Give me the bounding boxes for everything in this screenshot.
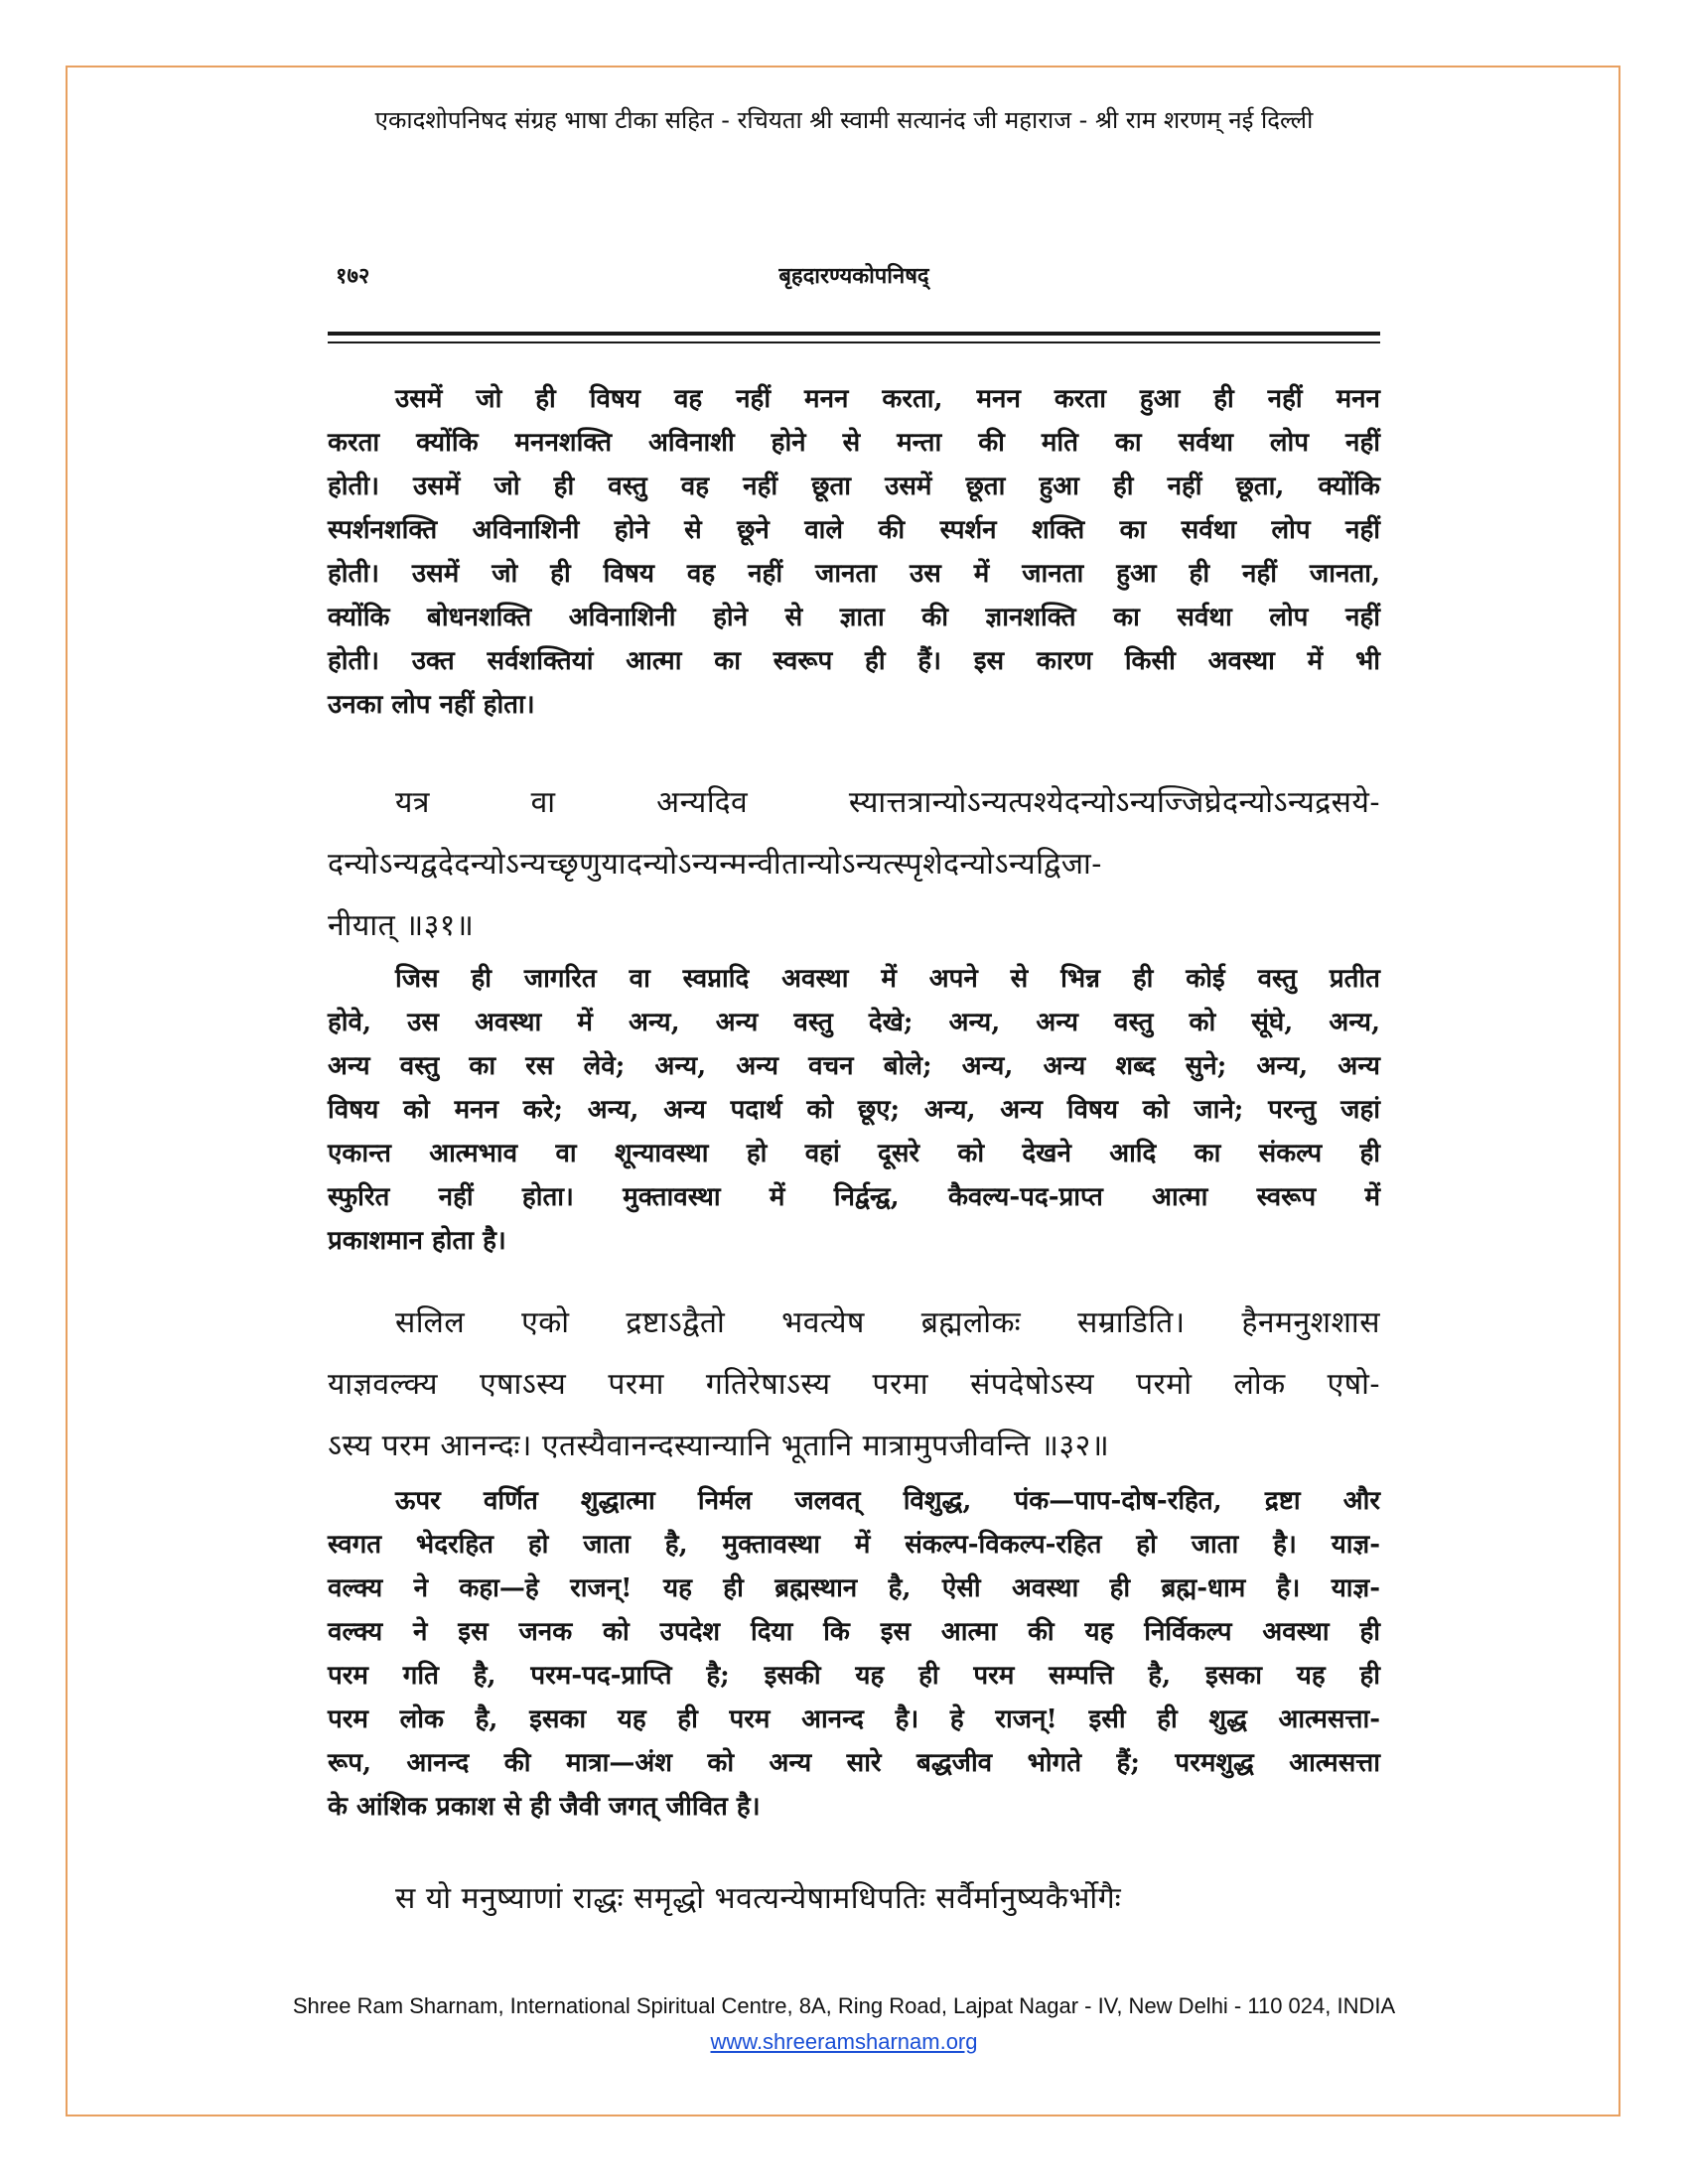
text-line: वल्क्य ने कहा—हे राजन्! यह ही ब्रह्मस्थान है, ऐसी अवस्था ही ब्रह्म-धाम है। याज्ञ- [328, 1573, 1380, 1603]
header-rule-thin [328, 341, 1380, 343]
running-head [328, 260, 1380, 300]
footer-website [0, 2029, 1688, 2055]
text-line: वल्क्य ने इस जनक को उपदेश दिया कि इस आत्मा की यह निर्विकल्प अवस्था ही [328, 1617, 1380, 1647]
text-line: रूप, आनन्द की मात्रा—अंश को अन्य सारे बद्धजीव भोगते हैं; परमशुद्ध आत्मसत्ता [328, 1748, 1380, 1778]
text-line: स यो मनुष्याणां राद्धः समृद्धो भवत्यन्येषामधिपतिः सर्वैर्मानुष्यकैर्भोगैः [395, 1881, 1122, 1916]
text-line: होती। उक्त सर्वशक्तियां आत्मा का स्वरूप ही हैं। इस कारण किसी अवस्था में भी [328, 646, 1380, 676]
text-line: उनका लोप नहीं होता। [328, 690, 535, 720]
text-line: यत्र वा अन्यदिव स्यात्तत्रान्योऽन्यत्पश्येदन्योऽन्यज्जिघ्रेदन्योऽन्यद्रसये- [395, 785, 1380, 820]
text-line: याज्ञवल्क्य एषाऽस्य परमा गतिरेषाऽस्य परमा संपदेषोऽस्य परमो लोक एषो- [328, 1367, 1380, 1402]
text-line: प्रकाशमान होता है। [328, 1226, 506, 1256]
text-line: नीयात् ॥३१॥ [328, 908, 475, 943]
verse-33 [328, 1868, 1380, 1930]
website-link[interactable]: www.shreeramsharnam.org [710, 2029, 978, 2054]
verse-31 [328, 772, 1380, 957]
text-line: विषय को मनन करे; अन्य, अन्य पदार्थ को छूए; अन्य, अन्य विषय को जाने; परन्तु जहां [328, 1095, 1380, 1125]
verse-32 [328, 1293, 1380, 1477]
text-line: एकान्त आत्मभाव वा शून्यावस्था हो वहां दूसरे को देखने आदि का संकल्प ही [328, 1139, 1380, 1168]
text-line: अन्य वस्तु का रस लेवे; अन्य, अन्य वचन बोले; अन्य, अन्य शब्द सुने; अन्य, अन्य [328, 1051, 1380, 1081]
text-line: स्फुरित नहीं होता। मुक्तावस्था में निर्द्वन्द्व, कैवल्य-पद-प्राप्त आत्मा स्वरूप में [328, 1182, 1380, 1212]
footer-address: Shree Ram Sharnam, International Spiritual Centre, 8A, Ring Road, Lajpat Nagar - IV, New Delhi - 110 024, INDIA [292, 1993, 1396, 2018]
page-number: १७२ [336, 263, 370, 289]
text-line: दन्योऽन्यद्वदेदन्योऽन्यच्छृणुयादन्योऽन्यन्मन्वीतान्योऽन्यत्स्पृशेदन्योऽन्यद्विजा- [328, 847, 1102, 882]
text-line: क्योंकि बोधनशक्ति अविनाशिनी होने से ज्ञाता की ज्ञानशक्ति का सर्वथा लोप नहीं [328, 603, 1380, 632]
text-line: सलिल एको द्रष्टाऽद्वैतो भवत्येष ब्रह्मलोकः सम्राडिति। हैनमनुशशास [395, 1305, 1380, 1340]
text-line: के आंशिक प्रकाश से ही जैवी जगत् जीवित है। [328, 1792, 761, 1822]
commentary-paragraph-1 [328, 377, 1380, 727]
text-line: होती। उसमें जो ही विषय वह नहीं जानता उस में जानता हुआ ही नहीं जानता, [328, 559, 1380, 589]
text-line: स्पर्शनशक्ति अविनाशिनी होने से छूने वाले की स्पर्शन शक्ति का सर्वथा लोप नहीं [328, 515, 1380, 545]
text-line: परम लोक है, इसका यह ही परम आनन्द है। हे राजन्! इसी ही शुद्ध आत्मसत्ता- [328, 1705, 1380, 1734]
text-line: उसमें जो ही विषय वह नहीं मनन करता, मनन करता हुआ ही नहीं मनन [395, 384, 1380, 414]
header-rule-thick [328, 332, 1380, 336]
page-title: बृहदारण्यकोपनिषद् [778, 263, 929, 289]
text-line: परम गति है, परम-पद-प्राप्ति है; इसकी यह ही परम सम्पत्ति है, इसका यह ही [328, 1661, 1380, 1691]
text-line: जिस ही जागरित वा स्वप्नादि अवस्था में अपने से भिन्न ही कोई वस्तु प्रतीत [395, 964, 1380, 994]
text-line: करता क्योंकि मननशक्ति अविनाशी होने से मन्ता की मति का सर्वथा लोप नहीं [328, 428, 1380, 458]
text-line: स्वगत भेदरहित हो जाता है, मुक्तावस्था में संकल्प-विकल्प-रहित हो जाता है। याज्ञ- [328, 1530, 1380, 1560]
text-line: ऽस्य परम आनन्दः। एतस्यैवानन्दस्यान्यानि भूतानि मात्रामुपजीवन्ति ॥३२॥ [328, 1429, 1110, 1463]
text-line: ऊपर वर्णित शुद्धात्मा निर्मल जलवत् विशुद्ध, पंक—पाप-दोष-रहित, द्रष्टा और [395, 1486, 1380, 1516]
commentary-paragraph-3 [328, 1479, 1380, 1829]
commentary-paragraph-2 [328, 957, 1380, 1263]
book-header: एकादशोपनिषद संग्रह भाषा टीका सहित - रचियता श्री स्वामी सत्यानंद जी महाराज - श्री राम शरणम् नई दिल्ली [374, 106, 1314, 134]
scanned-page [328, 248, 1380, 1936]
text-line: होवे, उस अवस्था में अन्य, अन्य वस्तु देखे; अन्य, अन्य वस्तु को सूंघे, अन्य, [328, 1008, 1380, 1037]
text-line: होती। उसमें जो ही वस्तु वह नहीं छूता उसमें छूता हुआ ही नहीं छूता, क्योंकि [328, 472, 1380, 501]
